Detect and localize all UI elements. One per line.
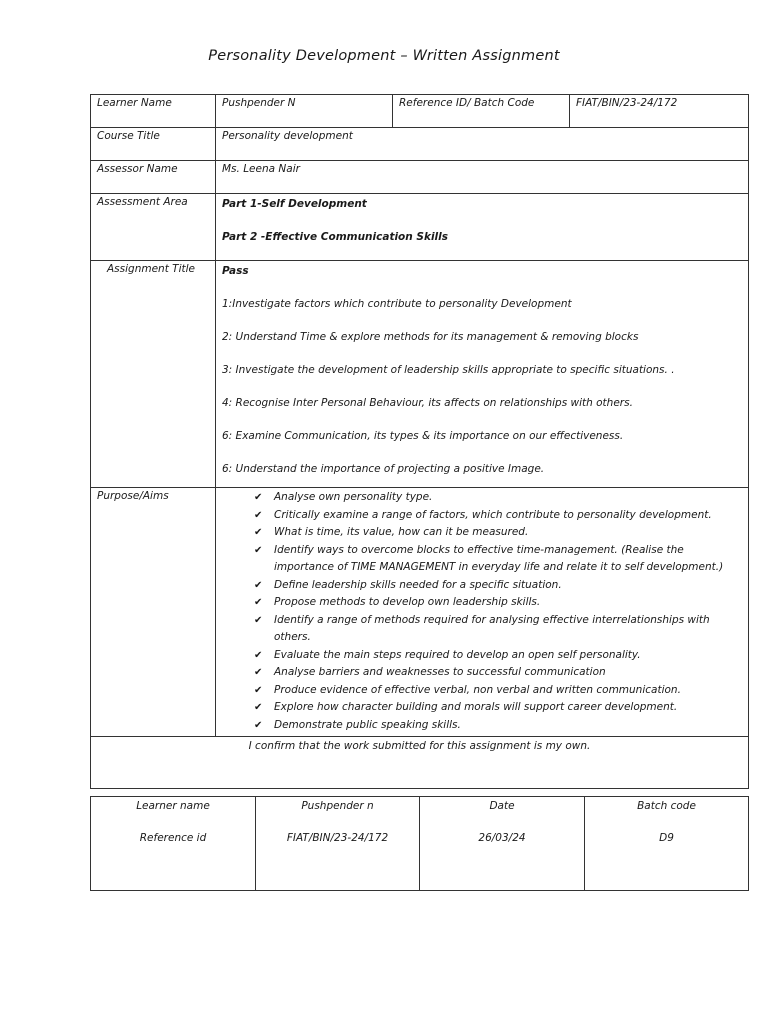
checkmark-icon: ✔ [254,702,263,713]
assignment-item: 1:Investigate factors which contribute to personality Development [222,298,572,310]
assignment-item: 4: Recognise Inter Personal Behaviour, its affects on relationships with others. [222,397,633,409]
assignment-grade: Pass [222,265,249,277]
footer-reference-id-label: Reference id [91,816,256,891]
aim-item: ✔ Define leadership skills needed for a specific situation. [254,577,742,595]
aim-item: ✔ Demonstrate public speaking skills. [254,717,742,735]
checkmark-icon: ✔ [254,649,263,661]
aim-item: ✔ Produce evidence of effective verbal, non verbal and written communication. [254,682,742,700]
footer-learner-name-value: Pushpender n [256,797,420,817]
learner-name-value: Pushpender N [216,95,393,128]
course-title-value: Personality development [216,128,749,161]
checkmark-icon: ✔ [254,509,263,521]
checkmark-icon: ✔ [254,684,263,696]
assignment-item: 6: Examine Communication, its types & its importance on our effectiveness. [222,430,624,442]
footer-learner-name-label: Learner name [91,797,256,817]
confirmation-row [91,737,749,789]
footer-header-row [91,797,749,817]
aims-list [222,489,742,734]
assignment-title-label: Assignment Title [91,261,216,488]
assessor-label: Assessor Name [91,161,216,194]
footer-value-row [91,816,749,891]
footer-batch-code-value: D9 [585,816,749,891]
footer-date-label: Date [420,797,585,817]
aim-item: ✔ Analyse barriers and weaknesses to successful communication [254,664,742,682]
footer-batch-code-label: Batch code [585,797,749,817]
assessment-area-value [216,194,749,261]
learner-row [91,95,749,128]
footer-table [90,796,749,891]
aim-item: ✔ Identify ways to overcome blocks to effective time-management. (Realise the importance of TIME MANAGEMENT in everyday life and relate it to self development.) [254,543,724,573]
assignment-item: 3: Investigate the development of leadership skills appropriate to specific situations. . [222,364,675,376]
purpose-value [216,488,749,737]
purpose-row [91,488,749,737]
assessment-part-2: Part 2 -Effective Communication Skills [222,231,448,243]
reference-value: FIAT/BIN/23-24/172 [570,95,749,128]
aim-item: ✔ Identify a range of methods required for analysing effective interrelationships with others. [254,613,710,643]
assignment-title-row [91,261,749,488]
assignment-title-value [216,261,749,488]
assessment-area-row [91,194,749,261]
footer-date-value: 26/03/24 [420,816,585,891]
checkmark-icon: ✔ [254,579,263,591]
footer-reference-id-value: FIAT/BIN/23-24/172 [256,816,420,891]
checkmark-icon: ✔ [254,719,263,731]
checkmark-icon: ✔ [254,492,263,503]
assignment-info-table [90,94,749,789]
checkmark-icon: ✔ [254,614,263,626]
purpose-label: Purpose/Aims [91,488,216,737]
checkmark-icon: ✔ [254,667,263,678]
course-row [91,128,749,161]
course-title-label: Course Title [91,128,216,161]
page-title: Personality Development – Written Assignment [208,48,560,64]
assignment-item: 6: Understand the importance of projecting a positive Image. [222,463,545,475]
aim-item: ✔ Explore how character building and morals will support career development. [254,699,742,717]
assignment-item: 2: Understand Time & explore methods for its management & removing blocks [222,331,639,343]
aim-item: ✔ Critically examine a range of factors, which contribute to personality development. [254,507,742,525]
aim-item: ✔ Evaluate the main steps required to develop an open self personality. [254,647,742,665]
reference-label: Reference ID/ Batch Code [393,95,570,128]
assessment-part-1: Part 1-Self Development [222,198,367,210]
learner-name-label: Learner Name [91,95,216,128]
checkmark-icon: ✔ [254,544,263,556]
assessor-value: Ms. Leena Nair [216,161,749,194]
assessor-row [91,161,749,194]
assessment-area-label: Assessment Area [91,194,216,261]
aim-item: ✔ Analyse own personality type. [254,489,742,507]
confirmation-text: I confirm that the work submitted for this assignment is my own. [91,737,749,789]
aim-item: ✔ Propose methods to develop own leadership skills. [254,594,742,612]
aim-item: ✔ What is time, its value, how can it be measured. [254,524,742,542]
checkmark-icon: ✔ [254,597,263,608]
checkmark-icon: ✔ [254,527,263,538]
